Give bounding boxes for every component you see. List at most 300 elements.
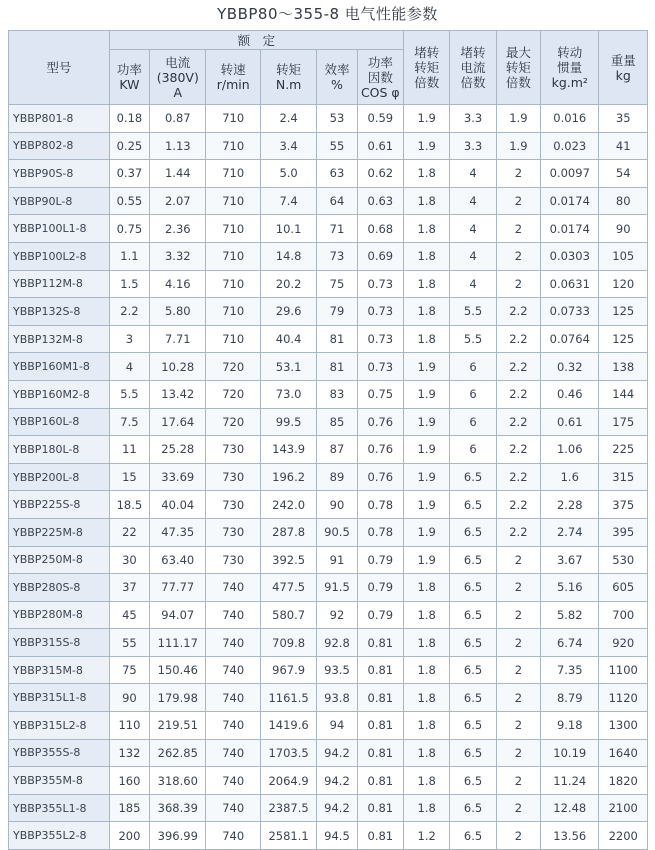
cell-model: YBBP315L1-8 <box>9 684 110 712</box>
cell-weight: 125 <box>599 325 648 353</box>
table-row <box>9 739 648 767</box>
table-row <box>9 353 648 381</box>
cell-locked-torque: 1.9 <box>404 353 450 381</box>
cell-max-torque: 2.2 <box>496 518 540 546</box>
cell-power-factor: 0.73 <box>357 325 403 353</box>
cell-torque: 53.1 <box>260 353 316 381</box>
cell-speed: 720 <box>206 380 260 408</box>
cell-speed: 740 <box>206 822 260 850</box>
cell-power: 185 <box>109 794 149 822</box>
cell-speed: 730 <box>206 463 260 491</box>
cell-efficiency: 94.2 <box>317 739 357 767</box>
cell-torque: 242.0 <box>260 491 316 519</box>
cell-efficiency: 83 <box>317 380 357 408</box>
cell-locked-torque: 1.8 <box>404 325 450 353</box>
cell-speed: 720 <box>206 408 260 436</box>
cell-locked-torque: 1.2 <box>404 822 450 850</box>
cell-max-torque: 2 <box>496 270 540 298</box>
cell-power-factor: 0.81 <box>357 656 403 684</box>
cell-speed: 740 <box>206 574 260 602</box>
cell-power-factor: 0.62 <box>357 160 403 188</box>
header-efficiency: 效率 % <box>317 50 357 105</box>
cell-model: YBBP280M-8 <box>9 601 110 629</box>
cell-locked-torque: 1.8 <box>404 601 450 629</box>
cell-power: 90 <box>109 684 149 712</box>
cell-efficiency: 94.5 <box>317 822 357 850</box>
cell-efficiency: 81 <box>317 325 357 353</box>
header-rated-group: 额 定 <box>109 31 403 50</box>
header-torque: 转矩 N.m <box>260 50 316 105</box>
cell-model: YBBP160L-8 <box>9 408 110 436</box>
cell-locked-current: 6 <box>450 436 496 464</box>
cell-power: 11 <box>109 436 149 464</box>
cell-locked-torque: 1.8 <box>404 574 450 602</box>
cell-locked-torque: 1.8 <box>404 298 450 326</box>
cell-current: 2.07 <box>150 187 206 215</box>
cell-inertia: 5.16 <box>541 574 599 602</box>
cell-current: 1.44 <box>150 160 206 188</box>
cell-power-factor: 0.81 <box>357 712 403 740</box>
cell-locked-torque: 1.9 <box>404 518 450 546</box>
cell-max-torque: 2 <box>496 242 540 270</box>
cell-max-torque: 2 <box>496 822 540 850</box>
cell-efficiency: 64 <box>317 187 357 215</box>
header-current: 电流 (380V) A <box>150 50 206 105</box>
cell-efficiency: 91 <box>317 546 357 574</box>
cell-efficiency: 81 <box>317 353 357 381</box>
table-row <box>9 187 648 215</box>
cell-power: 160 <box>109 767 149 795</box>
cell-power: 75 <box>109 656 149 684</box>
table-body <box>9 105 648 850</box>
cell-efficiency: 90 <box>317 491 357 519</box>
cell-torque: 1161.5 <box>260 684 316 712</box>
header-locked-current: 堵转 电流 倍数 <box>450 31 496 105</box>
cell-locked-current: 4 <box>450 215 496 243</box>
cell-torque: 73.0 <box>260 380 316 408</box>
cell-current: 40.04 <box>150 491 206 519</box>
cell-locked-torque: 1.8 <box>404 739 450 767</box>
cell-power: 0.18 <box>109 105 149 133</box>
cell-torque: 10.1 <box>260 215 316 243</box>
cell-weight: 1120 <box>599 684 648 712</box>
cell-current: 5.80 <box>150 298 206 326</box>
cell-weight: 225 <box>599 436 648 464</box>
cell-model: YBBP100L2-8 <box>9 242 110 270</box>
cell-current: 10.28 <box>150 353 206 381</box>
cell-locked-torque: 1.8 <box>404 629 450 657</box>
cell-torque: 14.8 <box>260 242 316 270</box>
cell-efficiency: 87 <box>317 436 357 464</box>
cell-locked-current: 6.5 <box>450 794 496 822</box>
table-row <box>9 684 648 712</box>
cell-locked-torque: 1.9 <box>404 436 450 464</box>
header-speed: 转速 r/min <box>206 50 260 105</box>
cell-locked-torque: 1.8 <box>404 712 450 740</box>
cell-locked-torque: 1.8 <box>404 656 450 684</box>
cell-locked-current: 6 <box>450 353 496 381</box>
cell-locked-current: 3.3 <box>450 105 496 133</box>
cell-torque: 5.0 <box>260 160 316 188</box>
cell-locked-current: 6.5 <box>450 629 496 657</box>
cell-locked-current: 6 <box>450 408 496 436</box>
cell-model: YBBP315M-8 <box>9 656 110 684</box>
cell-current: 1.13 <box>150 132 206 160</box>
cell-model: YBBP90L-8 <box>9 187 110 215</box>
cell-inertia: 0.0097 <box>541 160 599 188</box>
cell-power: 7.5 <box>109 408 149 436</box>
cell-weight: 175 <box>599 408 648 436</box>
cell-power: 3 <box>109 325 149 353</box>
cell-weight: 2200 <box>599 822 648 850</box>
cell-efficiency: 73 <box>317 242 357 270</box>
cell-locked-torque: 1.9 <box>404 491 450 519</box>
cell-model: YBBP100L1-8 <box>9 215 110 243</box>
cell-max-torque: 2 <box>496 712 540 740</box>
cell-max-torque: 2 <box>496 187 540 215</box>
table-row <box>9 794 648 822</box>
table-row <box>9 105 648 133</box>
cell-model: YBBP355S-8 <box>9 739 110 767</box>
cell-locked-current: 6.5 <box>450 518 496 546</box>
cell-current: 63.40 <box>150 546 206 574</box>
cell-power: 55 <box>109 629 149 657</box>
cell-weight: 1100 <box>599 656 648 684</box>
cell-speed: 730 <box>206 518 260 546</box>
cell-power: 0.55 <box>109 187 149 215</box>
cell-inertia: 7.35 <box>541 656 599 684</box>
cell-model: YBBP225M-8 <box>9 518 110 546</box>
cell-model: YBBP280S-8 <box>9 574 110 602</box>
cell-efficiency: 79 <box>317 298 357 326</box>
cell-weight: 1300 <box>599 712 648 740</box>
cell-torque: 477.5 <box>260 574 316 602</box>
table-row <box>9 712 648 740</box>
table-row <box>9 574 648 602</box>
cell-power: 37 <box>109 574 149 602</box>
cell-max-torque: 2 <box>496 160 540 188</box>
cell-efficiency: 93.8 <box>317 684 357 712</box>
cell-locked-current: 6.5 <box>450 463 496 491</box>
cell-max-torque: 2 <box>496 574 540 602</box>
cell-speed: 740 <box>206 712 260 740</box>
cell-power-factor: 0.76 <box>357 436 403 464</box>
cell-torque: 2387.5 <box>260 794 316 822</box>
cell-weight: 80 <box>599 187 648 215</box>
cell-inertia: 0.0764 <box>541 325 599 353</box>
cell-locked-current: 4 <box>450 242 496 270</box>
table-row <box>9 215 648 243</box>
cell-speed: 720 <box>206 353 260 381</box>
cell-power-factor: 0.81 <box>357 629 403 657</box>
cell-inertia: 1.6 <box>541 463 599 491</box>
cell-speed: 710 <box>206 242 260 270</box>
cell-efficiency: 92 <box>317 601 357 629</box>
cell-locked-current: 4 <box>450 160 496 188</box>
cell-locked-torque: 1.8 <box>404 160 450 188</box>
cell-max-torque: 2.2 <box>496 463 540 491</box>
cell-power: 0.25 <box>109 132 149 160</box>
cell-current: 262.85 <box>150 739 206 767</box>
cell-speed: 710 <box>206 160 260 188</box>
cell-inertia: 0.0631 <box>541 270 599 298</box>
cell-locked-current: 6.5 <box>450 656 496 684</box>
cell-power: 4 <box>109 353 149 381</box>
cell-speed: 710 <box>206 325 260 353</box>
cell-power: 1.1 <box>109 242 149 270</box>
cell-inertia: 0.016 <box>541 105 599 133</box>
cell-power-factor: 0.81 <box>357 767 403 795</box>
cell-power-factor: 0.81 <box>357 822 403 850</box>
cell-weight: 125 <box>599 298 648 326</box>
cell-power-factor: 0.68 <box>357 215 403 243</box>
cell-power: 1.5 <box>109 270 149 298</box>
cell-locked-current: 6.5 <box>450 712 496 740</box>
cell-power-factor: 0.73 <box>357 270 403 298</box>
cell-power-factor: 0.78 <box>357 518 403 546</box>
cell-torque: 143.9 <box>260 436 316 464</box>
cell-inertia: 2.28 <box>541 491 599 519</box>
cell-speed: 740 <box>206 684 260 712</box>
cell-power-factor: 0.63 <box>357 187 403 215</box>
cell-power: 200 <box>109 822 149 850</box>
cell-model: YBBP250M-8 <box>9 546 110 574</box>
cell-weight: 120 <box>599 270 648 298</box>
cell-locked-current: 6.5 <box>450 684 496 712</box>
motor-performance-table <box>8 30 648 850</box>
cell-locked-torque: 1.8 <box>404 794 450 822</box>
cell-inertia: 2.74 <box>541 518 599 546</box>
cell-max-torque: 2.2 <box>496 408 540 436</box>
cell-current: 2.36 <box>150 215 206 243</box>
cell-speed: 710 <box>206 187 260 215</box>
cell-inertia: 0.46 <box>541 380 599 408</box>
cell-weight: 395 <box>599 518 648 546</box>
page-title: YBBP80～355-8 电气性能参数 <box>217 5 438 23</box>
table-row <box>9 408 648 436</box>
cell-locked-torque: 1.9 <box>404 463 450 491</box>
cell-max-torque: 2 <box>496 546 540 574</box>
cell-model: YBBP160M1-8 <box>9 353 110 381</box>
header-locked-torque: 堵转 转矩 倍数 <box>404 31 450 105</box>
cell-power-factor: 0.81 <box>357 794 403 822</box>
cell-power: 2.2 <box>109 298 149 326</box>
cell-current: 368.39 <box>150 794 206 822</box>
cell-speed: 740 <box>206 794 260 822</box>
cell-locked-current: 5.5 <box>450 325 496 353</box>
cell-power-factor: 0.79 <box>357 546 403 574</box>
cell-power-factor: 0.59 <box>357 105 403 133</box>
cell-inertia: 9.18 <box>541 712 599 740</box>
cell-weight: 375 <box>599 491 648 519</box>
cell-current: 13.42 <box>150 380 206 408</box>
cell-model: YBBP132M-8 <box>9 325 110 353</box>
cell-current: 77.77 <box>150 574 206 602</box>
cell-max-torque: 2 <box>496 215 540 243</box>
table-row <box>9 546 648 574</box>
table-row <box>9 298 648 326</box>
cell-weight: 90 <box>599 215 648 243</box>
cell-inertia: 0.0303 <box>541 242 599 270</box>
cell-efficiency: 71 <box>317 215 357 243</box>
cell-torque: 580.7 <box>260 601 316 629</box>
cell-torque: 967.9 <box>260 656 316 684</box>
cell-weight: 700 <box>599 601 648 629</box>
cell-speed: 730 <box>206 546 260 574</box>
table-row <box>9 767 648 795</box>
cell-current: 17.64 <box>150 408 206 436</box>
cell-inertia: 1.06 <box>541 436 599 464</box>
table-row <box>9 242 648 270</box>
cell-torque: 29.6 <box>260 298 316 326</box>
cell-max-torque: 2.2 <box>496 353 540 381</box>
cell-efficiency: 94.2 <box>317 794 357 822</box>
cell-locked-torque: 1.8 <box>404 215 450 243</box>
cell-current: 47.35 <box>150 518 206 546</box>
cell-torque: 1703.5 <box>260 739 316 767</box>
cell-model: YBBP801-8 <box>9 105 110 133</box>
cell-locked-current: 6.5 <box>450 574 496 602</box>
cell-current: 7.71 <box>150 325 206 353</box>
cell-power-factor: 0.81 <box>357 684 403 712</box>
cell-inertia: 3.67 <box>541 546 599 574</box>
cell-efficiency: 90.5 <box>317 518 357 546</box>
cell-model: YBBP315L2-8 <box>9 712 110 740</box>
cell-max-torque: 1.9 <box>496 132 540 160</box>
cell-power: 5.5 <box>109 380 149 408</box>
cell-model: YBBP315S-8 <box>9 629 110 657</box>
table-row <box>9 270 648 298</box>
cell-locked-current: 4 <box>450 187 496 215</box>
cell-max-torque: 2 <box>496 601 540 629</box>
cell-locked-torque: 1.8 <box>404 684 450 712</box>
cell-current: 25.28 <box>150 436 206 464</box>
cell-speed: 730 <box>206 491 260 519</box>
cell-power-factor: 0.78 <box>357 491 403 519</box>
cell-power-factor: 0.61 <box>357 132 403 160</box>
cell-weight: 105 <box>599 242 648 270</box>
cell-weight: 1640 <box>599 739 648 767</box>
cell-torque: 287.8 <box>260 518 316 546</box>
cell-model: YBBP160M2-8 <box>9 380 110 408</box>
cell-max-torque: 2.2 <box>496 436 540 464</box>
cell-max-torque: 2 <box>496 767 540 795</box>
cell-inertia: 13.56 <box>541 822 599 850</box>
cell-weight: 605 <box>599 574 648 602</box>
cell-power: 45 <box>109 601 149 629</box>
cell-weight: 920 <box>599 629 648 657</box>
cell-torque: 2.4 <box>260 105 316 133</box>
table-header <box>9 31 648 105</box>
table-row <box>9 463 648 491</box>
cell-locked-torque: 1.9 <box>404 132 450 160</box>
cell-max-torque: 2 <box>496 739 540 767</box>
cell-weight: 144 <box>599 380 648 408</box>
cell-current: 0.87 <box>150 105 206 133</box>
cell-power-factor: 0.76 <box>357 463 403 491</box>
cell-power: 30 <box>109 546 149 574</box>
cell-speed: 710 <box>206 215 260 243</box>
cell-speed: 740 <box>206 629 260 657</box>
cell-locked-torque: 1.8 <box>404 187 450 215</box>
cell-torque: 392.5 <box>260 546 316 574</box>
cell-power-factor: 0.73 <box>357 353 403 381</box>
cell-speed: 740 <box>206 739 260 767</box>
cell-weight: 35 <box>599 105 648 133</box>
cell-power: 132 <box>109 739 149 767</box>
cell-locked-torque: 1.8 <box>404 270 450 298</box>
cell-current: 4.16 <box>150 270 206 298</box>
cell-speed: 730 <box>206 436 260 464</box>
cell-model: YBBP90S-8 <box>9 160 110 188</box>
cell-inertia: 0.0174 <box>541 215 599 243</box>
cell-speed: 740 <box>206 601 260 629</box>
header-inertia: 转动 惯量 kg.m² <box>541 31 599 105</box>
cell-model: YBBP225S-8 <box>9 491 110 519</box>
table-row <box>9 518 648 546</box>
cell-current: 150.46 <box>150 656 206 684</box>
cell-current: 3.32 <box>150 242 206 270</box>
cell-current: 179.98 <box>150 684 206 712</box>
cell-model: YBBP132S-8 <box>9 298 110 326</box>
table-row <box>9 325 648 353</box>
cell-efficiency: 53 <box>317 105 357 133</box>
cell-weight: 54 <box>599 160 648 188</box>
cell-torque: 99.5 <box>260 408 316 436</box>
table-row <box>9 822 648 850</box>
cell-torque: 1419.6 <box>260 712 316 740</box>
cell-power: 18.5 <box>109 491 149 519</box>
cell-locked-torque: 1.9 <box>404 408 450 436</box>
cell-weight: 41 <box>599 132 648 160</box>
cell-locked-current: 6 <box>450 380 496 408</box>
cell-torque: 40.4 <box>260 325 316 353</box>
cell-max-torque: 2 <box>496 629 540 657</box>
cell-power-factor: 0.79 <box>357 574 403 602</box>
cell-locked-current: 6.5 <box>450 491 496 519</box>
cell-torque: 2581.1 <box>260 822 316 850</box>
cell-max-torque: 2 <box>496 684 540 712</box>
cell-power: 0.37 <box>109 160 149 188</box>
cell-efficiency: 91.5 <box>317 574 357 602</box>
cell-efficiency: 55 <box>317 132 357 160</box>
cell-locked-torque: 1.9 <box>404 105 450 133</box>
cell-inertia: 0.0174 <box>541 187 599 215</box>
table-row <box>9 160 648 188</box>
cell-speed: 710 <box>206 270 260 298</box>
cell-locked-current: 6.5 <box>450 822 496 850</box>
cell-current: 219.51 <box>150 712 206 740</box>
cell-torque: 20.2 <box>260 270 316 298</box>
cell-locked-current: 6.5 <box>450 739 496 767</box>
cell-inertia: 8.79 <box>541 684 599 712</box>
cell-model: YBBP180L-8 <box>9 436 110 464</box>
cell-weight: 138 <box>599 353 648 381</box>
cell-max-torque: 2.2 <box>496 298 540 326</box>
table-row <box>9 132 648 160</box>
cell-model: YBBP200L-8 <box>9 463 110 491</box>
cell-model: YBBP355M-8 <box>9 767 110 795</box>
cell-efficiency: 94 <box>317 712 357 740</box>
header-weight: 重量 kg <box>599 31 648 105</box>
cell-efficiency: 94.2 <box>317 767 357 795</box>
cell-locked-torque: 1.9 <box>404 546 450 574</box>
cell-current: 318.60 <box>150 767 206 795</box>
cell-locked-current: 4 <box>450 270 496 298</box>
cell-locked-current: 6.5 <box>450 546 496 574</box>
header-max-torque: 最大 转矩 倍数 <box>496 31 540 105</box>
cell-inertia: 0.0733 <box>541 298 599 326</box>
